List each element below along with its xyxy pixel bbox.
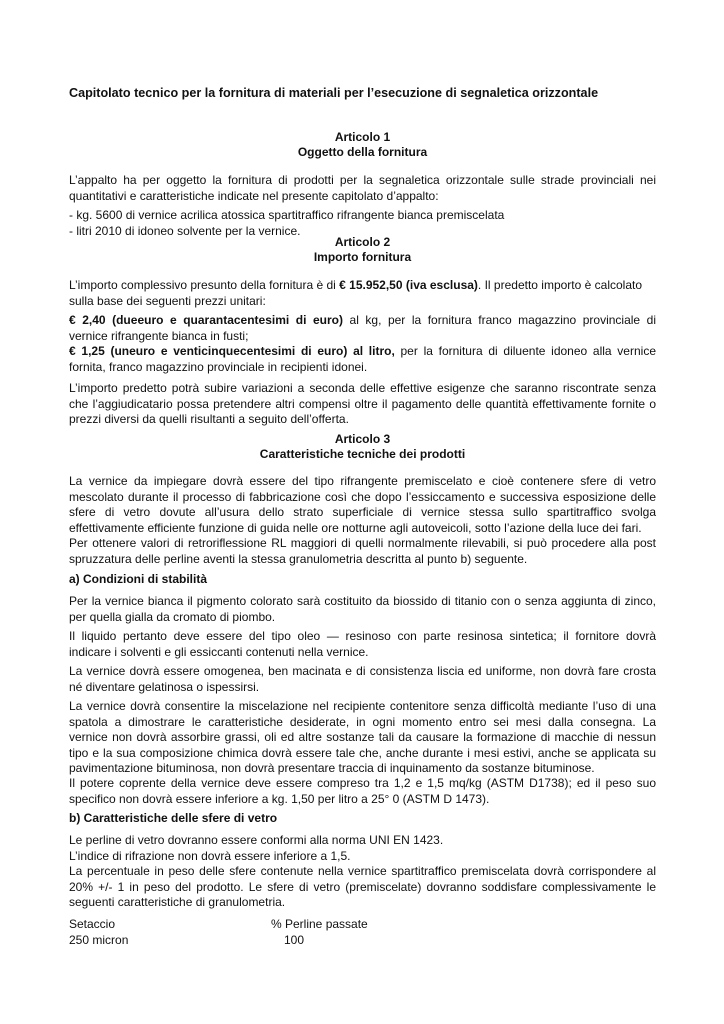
text-line: spatola a dimostrare le caratteristiche desiderate, in ogni momento entro sei mesi dalla consegna. La bbox=[69, 714, 656, 729]
article-1-paragraph bbox=[69, 173, 656, 204]
text-line: vernice rifrangente bianca in fusti; bbox=[69, 328, 249, 343]
total-amount: € 15.952,50 (iva esclusa) bbox=[339, 278, 478, 292]
document-title: Capitolato tecnico per la fornitura di materiali per l’esecuzione di segnaletica orizzontale bbox=[69, 86, 599, 100]
amount-prefix: L’importo complessivo presunto della fornitura è di bbox=[69, 278, 340, 292]
text-line: Le perline di vetro dovranno essere conformi alla norma UNI EN 1423. bbox=[69, 833, 444, 847]
price-desc: per la fornitura di diluente idoneo alla vernice bbox=[394, 344, 656, 358]
section-a-paragraph-5 bbox=[69, 776, 656, 807]
list-item: - kg. 5600 di vernice acrilica atossica spartitraffico rifrangente bianca premiscelata bbox=[69, 208, 505, 222]
text-line: effettivamente efficiente funzione di guida nelle ore notturne agli autoveicoli, sotto l’azione della luce dei fari. bbox=[69, 520, 642, 535]
text-line: La vernice dovrà essere omogenea, ben macinata e di consistenza liscia ed uniforme, non dovrà fare crosta bbox=[69, 664, 656, 678]
article-3-paragraph-2 bbox=[69, 536, 656, 567]
section-a-paragraph-4 bbox=[69, 699, 656, 777]
text-line: per quella gialla da cromato di piombo. bbox=[69, 609, 276, 624]
column-header-percent: % Perline passate bbox=[271, 917, 368, 931]
list-item: - litri 2010 di idoneo solvente per la vernice. bbox=[69, 223, 301, 238]
text-line: fornita, franco magazzino provinciale in recipienti idonei. bbox=[69, 359, 368, 374]
text-line: specifico non dovrà essere inferiore a kg. 1,50 per litro a 25° 0 (ASTM D 1473). bbox=[69, 791, 490, 806]
article-3-paragraph-1 bbox=[69, 474, 656, 536]
text-line: Per la vernice bianca il pigmento colorato sarà costituito da biossido di titanio con o senza aggiunta di zinco, bbox=[69, 594, 656, 608]
granulometry-table bbox=[69, 917, 656, 948]
article-1-heading: Articolo 1 bbox=[334, 130, 391, 144]
article-2-subheading: Importo fornitura bbox=[313, 250, 412, 264]
article-3-subheading: Caratteristiche tecniche dei prodotti bbox=[259, 447, 466, 461]
section-a-paragraph-2 bbox=[69, 629, 656, 660]
table-row bbox=[69, 933, 656, 949]
text-line: pavimentazione bituminosa, non dovrà presentare traccia di inquinamento da sostanze bituminose. bbox=[69, 761, 595, 775]
text-line: Per ottenere valori di retroriflessione RL maggiori di quelli normalmente rilevabili, si può procedere alla post bbox=[69, 536, 656, 550]
text-line: che l’aggiudicatario possa pretendere altri compensi oltre il pagamento delle quantità effettivamente fornite o bbox=[69, 396, 656, 411]
text-line: prezzi diversi da quelli risultanti a seguito dell’offerta. bbox=[69, 412, 349, 426]
text-line: vernice non dovrà assorbire grassi, oli ed altre sostanze tali da causare la formazione di macchie di nessun bbox=[69, 730, 656, 744]
section-a-paragraph-1 bbox=[69, 594, 656, 625]
sieve-cell: 250 micron bbox=[69, 932, 129, 947]
text-line: tipo e la sua composizione chimica dovrà essere tale che, anche durante i mesi estivi, anche se applicata su bbox=[69, 745, 656, 760]
amount-paragraph bbox=[69, 278, 656, 309]
text-line: Il liquido pertanto deve essere del tipo oleo — resinoso con parte resinosa sintetica; il fornitore dovrà bbox=[69, 629, 656, 643]
section-a-paragraph-3 bbox=[69, 664, 656, 695]
text-line: L’importo predetto potrà subire variazioni a seconda delle effettive esigenze che saranno riscontrate senza bbox=[69, 381, 656, 395]
text-line bbox=[69, 344, 656, 360]
section-b-paragraph bbox=[69, 833, 656, 911]
text-line: indicare i solventi e gli essiccanti contenuti nella vernice. bbox=[69, 644, 369, 659]
text-line: 20% +/- 1 in peso del prodotto. Le sfere di vetro (premiscelate) dovranno soddisfare complessivamente le bbox=[69, 879, 656, 894]
text-line bbox=[69, 313, 656, 329]
text-line: Il potere coprente della vernice deve essere compreso tra 1,2 e 1,5 mq/kg (ASTM D1738); ed il peso suo bbox=[69, 776, 656, 790]
article-1-subheading: Oggetto della fornitura bbox=[297, 145, 428, 159]
text-line: sulla base dei seguenti prezzi unitari: bbox=[69, 293, 266, 308]
section-a-heading: a) Condizioni di stabilità bbox=[69, 572, 207, 586]
percent-cell: 100 bbox=[284, 932, 305, 947]
table-header-row bbox=[69, 917, 656, 933]
amount-suffix: . Il predetto importo è calcolato bbox=[477, 278, 643, 292]
variation-paragraph bbox=[69, 381, 656, 428]
unit-prices bbox=[69, 313, 656, 375]
text-line: La vernice dovrà consentire la miscelazione nel recipiente contenitore senza difficoltà mediante l’uso di una bbox=[69, 699, 656, 713]
text-line: quantitativi e caratteristiche indicate nel presente capitolato d’appalto: bbox=[69, 188, 439, 203]
unit-price-paint: € 2,40 (dueeuro e quarantacentesimi di euro) bbox=[69, 313, 343, 327]
text-line: La percentuale in peso delle sfere contenute nella vernice spartitraffico premiscelata dovrà corrispondere al bbox=[69, 864, 656, 878]
text-line: spruzzatura delle perline aventi la stessa granulometria descritta al punto b) seguente. bbox=[69, 551, 528, 566]
article-3-heading: Articolo 3 bbox=[334, 432, 391, 446]
column-header-sieve: Setaccio bbox=[69, 917, 116, 931]
text-line: L’appalto ha per oggetto la fornitura di prodotti per la segnaletica orizzontale sulle strade provinciali nei bbox=[69, 173, 656, 187]
text-line: né diventare gelatinosa o ispessirsi. bbox=[69, 679, 260, 694]
text-line: seguenti caratteristiche di granulometria. bbox=[69, 895, 286, 909]
text-line bbox=[69, 278, 656, 294]
price-desc: al kg, per la fornitura franco magazzino provinciale di bbox=[342, 313, 656, 327]
text-line: L’indice di rifrazione non dovrà essere inferiore a 1,5. bbox=[69, 848, 351, 863]
unit-price-solvent: € 1,25 (uneuro e venticinquecentesimi di euro) al litro, bbox=[69, 344, 395, 358]
text-line: sfere di vetro dovute all’usura dello strato superficiale di vernice stessa sullo spartitraffico svolga bbox=[69, 505, 656, 519]
text-line: La vernice da impiegare dovrà essere del tipo rifrangente premiscelato e cioè contenere sfere di vetro bbox=[69, 474, 656, 488]
text-line: mescolato durante il processo di fabbricazione così che dopo l’essiccamento e successiva esposizione delle bbox=[69, 489, 656, 504]
section-b-heading: b) Caratteristiche delle sfere di vetro bbox=[69, 811, 278, 825]
article-2-heading: Articolo 2 bbox=[334, 235, 391, 249]
